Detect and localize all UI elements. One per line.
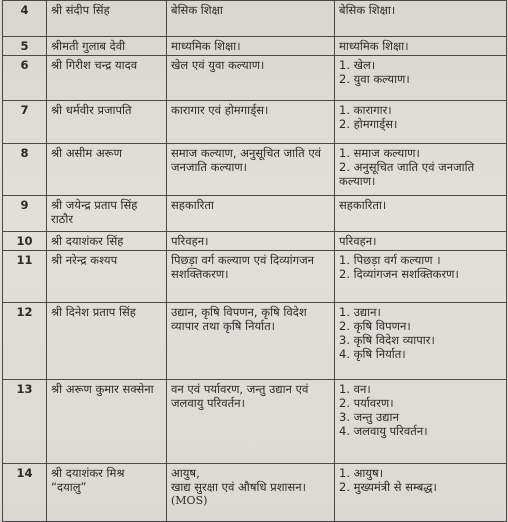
portfolio-cell: बेसिक शिक्षा। <box>335 1 507 37</box>
department-cell: उद्यान, कृषि विपणन, कृषि विदेश व्यापार तथा कृषि निर्यात। <box>167 303 335 380</box>
department-cell: खेल एवं युवा कल्याण। <box>167 56 335 101</box>
portfolio-cell: 1. आयुष। 2. मुख्यमंत्री से सम्बद्ध। <box>335 464 507 522</box>
minister-name: श्री अरूण कुमार सक्सेना <box>47 380 167 464</box>
row-number: 14 <box>3 464 47 522</box>
minister-name: श्रीमती गुलाब देवी <box>47 37 167 56</box>
department-cell: कारागार एवं होमगार्ड्स। <box>167 101 335 144</box>
row-number: 7 <box>3 101 47 144</box>
row-number: 6 <box>3 56 47 101</box>
minister-name: श्री जयेन्द्र प्रताप सिंह राठौर <box>47 196 167 232</box>
portfolio-cell: परिवहन। <box>335 232 507 251</box>
portfolio-cell: 1. पिछड़ा वर्ग कल्याण । 2. दिव्यांगजन सशक्तिकरण। <box>335 251 507 303</box>
department-cell: आयुष, खाद्य सुरक्षा एवं औषधि प्रशासन। (MOS) <box>167 464 335 522</box>
minister-name: श्री दयाशंकर सिंह <box>47 232 167 251</box>
portfolio-cell: सहकारिता। <box>335 196 507 232</box>
ministers-table <box>2 0 507 522</box>
minister-name: श्री नरेन्द्र कश्यप <box>47 251 167 303</box>
portfolio-cell: 1. कारागार। 2. होमगार्ड्स। <box>335 101 507 144</box>
department-cell: माध्यमिक शिक्षा। <box>167 37 335 56</box>
minister-name: श्री धर्मवीर प्रजापति <box>47 101 167 144</box>
table-body <box>3 1 507 522</box>
department-cell: पिछड़ा वर्ग कल्याण एवं दिव्यांगजन सशक्तिकरण। <box>167 251 335 303</box>
department-cell: समाज कल्याण, अनुसूचित जाति एवं जनजाति कल्याण। <box>167 144 335 196</box>
row-number: 8 <box>3 144 47 196</box>
row-number: 11 <box>3 251 47 303</box>
portfolio-cell: 1. वन। 2. पर्यावरण। 3. जन्तु उद्यान 4. जलवायु परिवर्तन। <box>335 380 507 464</box>
minister-name: श्री संदीप सिंह <box>47 1 167 37</box>
department-cell: बेसिक शिक्षा <box>167 1 335 37</box>
portfolio-cell: 1. उद्यान। 2. कृषि विपणन। 3. कृषि विदेश व्यापार। 4. कृषि निर्यात। <box>335 303 507 380</box>
mos-note: (MOS) <box>171 494 208 507</box>
portfolio-cell: माध्यमिक शिक्षा। <box>335 37 507 56</box>
department-cell: सहकारिता <box>167 196 335 232</box>
minister-name: श्री दिनेश प्रताप सिंह <box>47 303 167 380</box>
minister-name: श्री दयाशंकर मिश्र “दयालु” <box>47 464 167 522</box>
minister-name: श्री असीम अरूण <box>47 144 167 196</box>
row-number: 10 <box>3 232 47 251</box>
department-cell: वन एवं पर्यावरण, जन्तु उद्यान एवं जलवायु परिवर्तन। <box>167 380 335 464</box>
minister-name: श्री गिरीश चन्द्र यादव <box>47 56 167 101</box>
department-cell: परिवहन। <box>167 232 335 251</box>
row-number: 9 <box>3 196 47 232</box>
row-number: 4 <box>3 1 47 37</box>
row-number: 5 <box>3 37 47 56</box>
row-number: 13 <box>3 380 47 464</box>
row-number: 12 <box>3 303 47 380</box>
portfolio-cell: 1. समाज कल्याण। 2. अनुसूचित जाति एवं जनजाति कल्याण। <box>335 144 507 196</box>
portfolio-cell: 1. खेल। 2. युवा कल्याण। <box>335 56 507 101</box>
